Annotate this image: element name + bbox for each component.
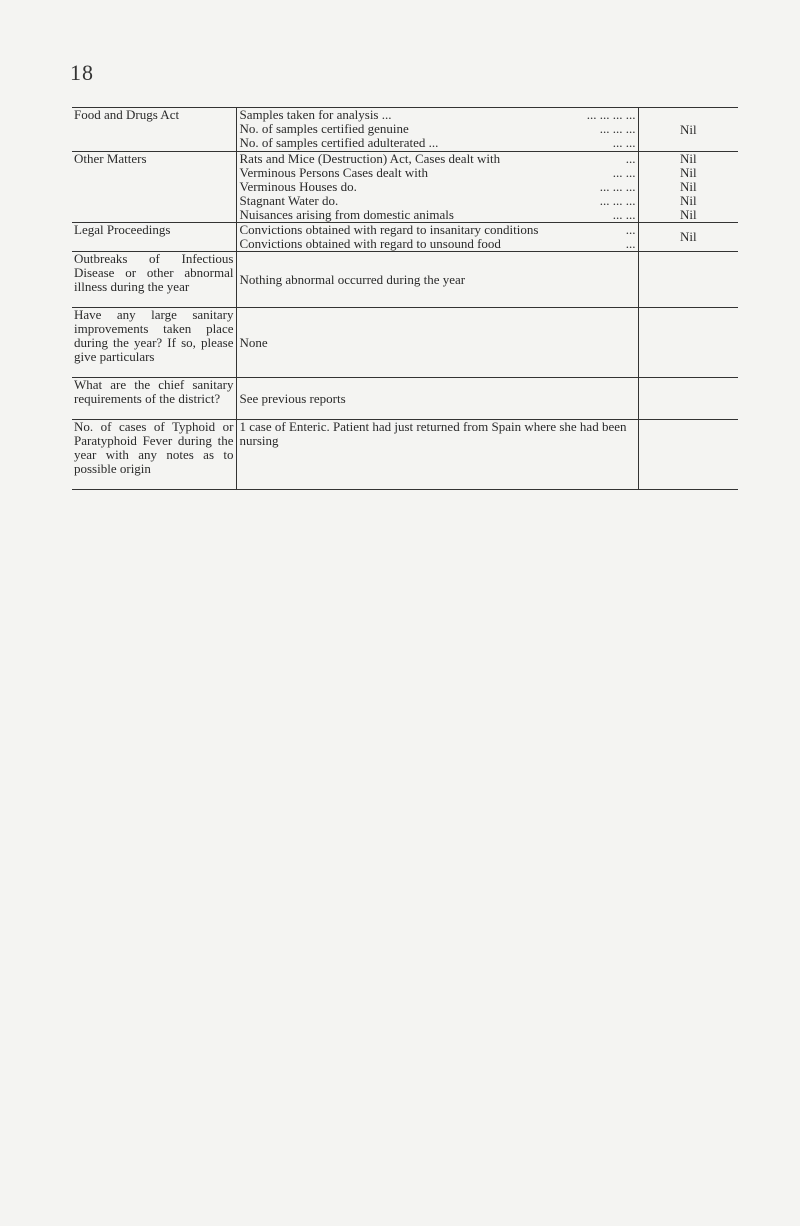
- detail-line: Nuisances arising from domestic animals ... ...: [239, 207, 636, 222]
- detail-line: Verminous Persons Cases dealt with ... ...: [239, 165, 636, 180]
- table-row: [72, 152, 738, 223]
- table-row: [72, 308, 738, 378]
- row-category: Food and Drugs Act: [72, 108, 236, 152]
- detail-line: None: [239, 334, 268, 350]
- detail-line: Nothing abnormal occurred during the year: [239, 271, 466, 287]
- sanitary-report-table: [72, 107, 738, 490]
- row-result: Nil Nil Nil Nil Nil: [638, 152, 738, 223]
- row-result: [638, 308, 738, 378]
- table-row: [72, 108, 738, 152]
- detail-line: Convictions obtained with regard to unsound food ...: [239, 236, 636, 251]
- row-category: Outbreaks of Infectious Disease or other abnormal illness during the year: [72, 252, 236, 308]
- row-details: [236, 108, 638, 152]
- row-details: [236, 378, 638, 420]
- row-result: [638, 420, 738, 490]
- table-row: [72, 252, 738, 308]
- row-details: [236, 152, 638, 223]
- table-row: [72, 223, 738, 252]
- row-result: [638, 252, 738, 308]
- detail-line: See previous reports: [239, 390, 346, 406]
- row-category: Other Matters: [72, 152, 236, 223]
- table-row: [72, 378, 738, 420]
- row-result: [638, 378, 738, 420]
- row-details: [236, 252, 638, 308]
- row-details: [236, 420, 638, 490]
- row-category: Legal Proceedings: [72, 223, 236, 252]
- row-result: Nil: [638, 223, 738, 252]
- detail-line: 1 case of Enteric. Patient had just returned from Spain where she had been nursing: [239, 419, 627, 448]
- row-details: [236, 308, 638, 378]
- detail-line: Rats and Mice (Destruction) Act, Cases dealt with ...: [239, 151, 636, 166]
- detail-line: Samples taken for analysis ... ... ... ... ...: [239, 107, 636, 122]
- row-category: Have any large sanitary improvements taken place during the year? If so, please give particulars: [72, 308, 236, 378]
- detail-line: Stagnant Water do. ... ... ...: [239, 193, 636, 208]
- row-result: Nil: [638, 108, 738, 152]
- table-row: [72, 420, 738, 490]
- detail-line: No. of samples certified adulterated ... ... ...: [239, 135, 636, 150]
- row-details: [236, 223, 638, 252]
- detail-line: No. of samples certified genuine ... ... ...: [239, 121, 636, 136]
- row-category: What are the chief sanitary requirements of the district?: [72, 378, 236, 420]
- detail-line: Verminous Houses do. ... ... ...: [239, 179, 636, 194]
- row-category: No. of cases of Typhoid or Paratyphoid Fever during the year with any notes as to possible origin: [72, 420, 236, 490]
- page-number: 18: [70, 60, 94, 85]
- detail-line: Convictions obtained with regard to insanitary conditions ...: [239, 222, 636, 237]
